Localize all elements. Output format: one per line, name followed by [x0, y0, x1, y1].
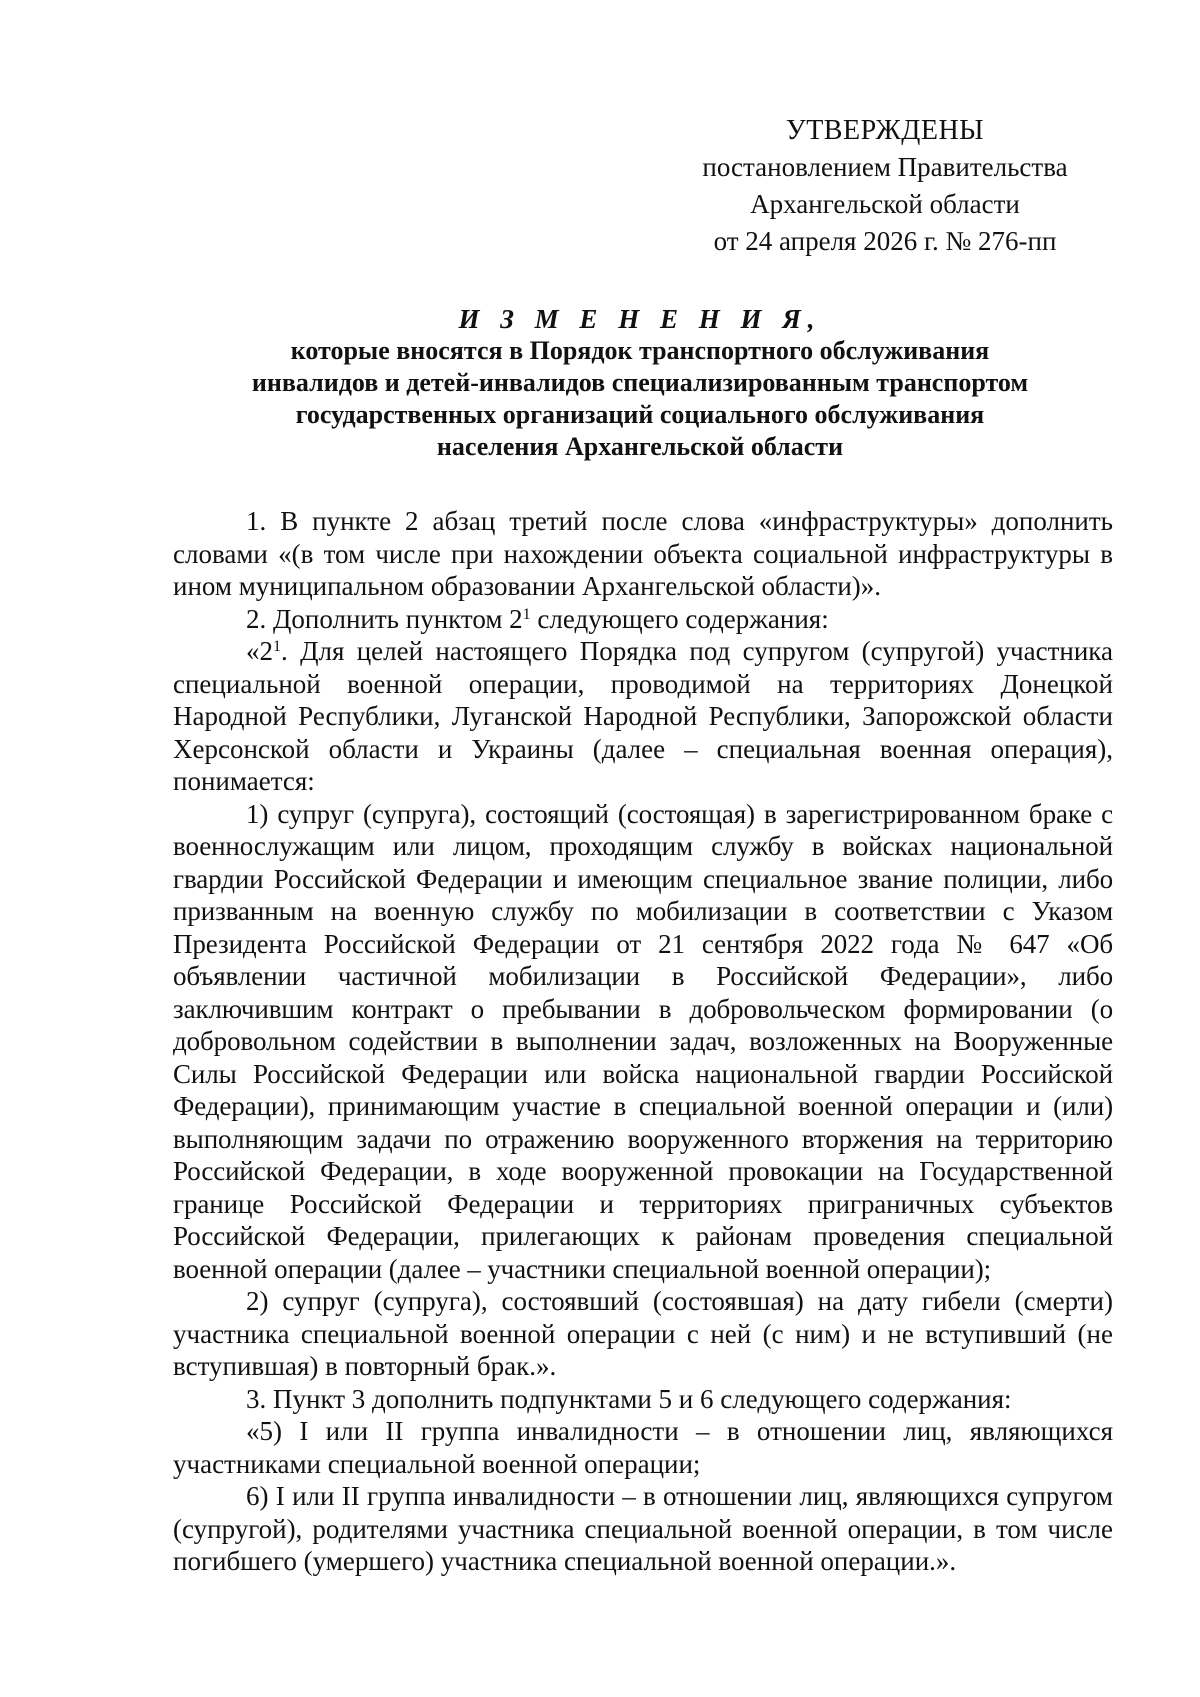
paragraph-2-text-b: следующего содержания: [530, 603, 829, 634]
approval-line-2: Архангельской области [750, 189, 1020, 219]
paragraph-5: 2) супруг (супруга), состоявший (состоявшая) на дату гибели (смерти) участника специальной военной операции с ней (с ним) и не вступивший (не вступившая) в повторный брак.». [173, 1286, 1113, 1381]
paragraph-6: 3. Пункт 3 дополнить подпунктами 5 и 6 следующего содержания: [246, 1383, 1012, 1414]
paragraph-3-text-b: . Для целей настоящего Порядка под супругом (супругой) участника специальной военной операции, проводимой на территориях Донецкой Народной Республики, Луганской Народной Республики, Запорожской области Херсонской области и Украины (далее – специальная военная операция), понимается: [173, 636, 1113, 796]
document-body [173, 505, 1113, 1578]
title-line-3: государственных организаций социального обслуживания [295, 400, 985, 429]
approval-heading: УТВЕРЖДЕНЫ [785, 115, 985, 146]
paragraph-3-superscript: 1 [273, 638, 281, 655]
paragraph-2-text-a: 2. Дополнить пунктом 2 [246, 603, 523, 634]
paragraph-3-text-a: «2 [246, 636, 273, 666]
approval-stamp [690, 112, 1080, 260]
paragraph-1: 1. В пункте 2 абзац третий после слова «инфраструктуры» дополнить словами «(в том числе при нахождении объекта социальной инфраструктуры в ином муниципальном образовании Архангельской области)». [173, 506, 1113, 601]
approval-line-3: от 24 апреля 2026 г. № 276-пп [713, 226, 1057, 256]
paragraph-2-superscript: 1 [522, 605, 531, 623]
title-heading: И З М Е Н Е Н И Я, [458, 304, 822, 334]
document-title [170, 303, 1110, 463]
paragraph-8: 6) I или II группа инвалидности – в отношении лиц, являющихся супругом (супругой), родителями участника специальной военной операции, в том числе погибшего (умершего) участника специальной военной операции.». [173, 1481, 1113, 1576]
paragraph-7: «5) I или II группа инвалидности – в отношении лиц, являющихся участниками специальной военной операции; [173, 1416, 1113, 1479]
approval-line-1: постановлением Правительства [702, 152, 1068, 182]
title-line-4: населения Архангельской области [436, 432, 844, 461]
paragraph-2 [173, 603, 1113, 636]
title-line-1: которые вносятся в Порядок транспортного обслуживания [290, 336, 990, 365]
paragraph-3 [173, 635, 1113, 798]
title-line-2: инвалидов и детей-инвалидов специализированным транспортом [251, 368, 1029, 397]
paragraph-4: 1) супруг (супруга), состоящий (состоящая) в зарегистрированном браке с военнослужащим или лицом, проходящим службу в войсках национальной гвардии Российской Федерации и имеющим специальное звание полиции, либо призванным на военную службу по мобилизации в соответствии с Указом Президента Российской Федерации от 21 сентября 2022 года № 647 «Об объявлении частичной мобилизации в Российской Федерации», либо заключившим контракт о пребывании в добровольческом формировании (о добровольном содействии в выполнении задач, возложенных на Вооруженные Силы Российской Федерации или войска национальной гвардии Российской Федерации), принимающим участие в специальной военной операции и (или) выполняющим задачи по отражению вооруженного вторжения на территорию Российской Федерации, в ходе вооруженной провокации на Государственной границе Российской Федерации и территориях приграничных субъектов Российской Федерации, прилегающих к районам проведения специальной военной операции (далее – участники специальной военной операции); [173, 798, 1113, 1284]
